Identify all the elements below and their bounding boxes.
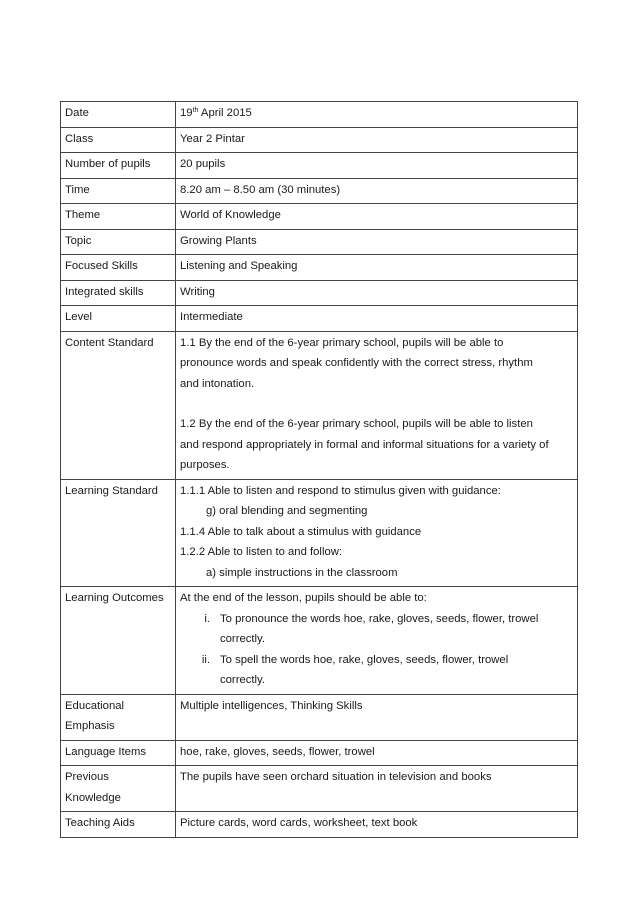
date-ordinal: th: [192, 107, 199, 114]
row-theme: [61, 204, 578, 230]
language-items-label: Language Items: [61, 740, 176, 766]
topic-label: Topic: [61, 229, 176, 255]
row-teaching-aids: [61, 812, 578, 838]
previous-knowledge-label: [61, 766, 176, 812]
previous-knowledge-value: The pupils have seen orchard situation in television and books: [176, 766, 578, 812]
integrated-skills-value: Writing: [176, 280, 578, 306]
educational-emphasis-label-line: Emphasis: [65, 720, 115, 732]
educational-emphasis-label-line: Educational: [65, 699, 125, 712]
focused-skills-value: Listening and Speaking: [176, 255, 578, 281]
previous-knowledge-label-line: Knowledge: [65, 791, 121, 804]
learning-standard-line: 1.1.1 Able to listen and respond to stimulus given with guidance:: [180, 484, 501, 497]
date-label: Date: [61, 102, 176, 128]
learning-standard-value: [176, 479, 578, 587]
teaching-aids-value: Picture cards, word cards, worksheet, text book: [176, 812, 578, 838]
integrated-skills-label: Integrated skills: [61, 280, 176, 306]
row-learning-standard: [61, 479, 578, 587]
learning-outcome-text: correctly.: [220, 633, 265, 645]
row-time: [61, 178, 578, 204]
row-date: [61, 102, 578, 128]
learning-outcome-number: i.: [204, 612, 210, 625]
number-of-pupils-value: 20 pupils: [176, 153, 578, 179]
educational-emphasis-label: [61, 694, 176, 740]
content-standard-line: purposes.: [180, 459, 230, 471]
focused-skills-label: Focused Skills: [61, 255, 176, 281]
learning-outcomes-label: Learning Outcomes: [61, 587, 176, 695]
educational-emphasis-value: Multiple intelligences, Thinking Skills: [176, 694, 578, 740]
theme-label: Theme: [61, 204, 176, 230]
time-value: 8.20 am – 8.50 am (30 minutes): [176, 178, 578, 204]
row-focused-skills: [61, 255, 578, 281]
learning-standard-label: Learning Standard: [61, 479, 176, 587]
class-value: Year 2 Pintar: [176, 127, 578, 153]
date-day: 19: [180, 107, 193, 119]
time-label: Time: [61, 178, 176, 204]
learning-outcomes-intro: At the end of the lesson, pupils should be able to:: [180, 592, 427, 604]
content-standard-label: Content Standard: [61, 331, 176, 479]
row-integrated-skills: [61, 280, 578, 306]
content-standard-line: and intonation.: [180, 377, 255, 390]
content-standard-line: and respond appropriately in formal and informal situations for a variety of: [180, 438, 549, 451]
row-number-of-pupils: [61, 153, 578, 179]
row-class: [61, 127, 578, 153]
lesson-plan-table: [60, 101, 578, 838]
row-language-items: [61, 740, 578, 766]
language-items-value: hoe, rake, gloves, seeds, flower, trowel: [176, 740, 578, 766]
previous-knowledge-label-line: Previous: [65, 771, 109, 783]
date-month-year: April 2015: [198, 107, 252, 119]
learning-standard-line: 1.2.2 Able to listen to and follow:: [180, 546, 343, 558]
date-value: [176, 102, 578, 128]
learning-outcome-text: To pronounce the words hoe, rake, gloves, seeds, flower, trowel: [220, 612, 539, 625]
level-value: Intermediate: [176, 306, 578, 332]
row-topic: [61, 229, 578, 255]
row-content-standard: [61, 331, 578, 479]
learning-outcomes-value: [176, 587, 578, 695]
learning-standard-line: 1.1.4 Able to talk about a stimulus with guidance: [180, 525, 422, 538]
learning-standard-subline: a) simple instructions in the classroom: [206, 566, 398, 579]
row-previous-knowledge: [61, 766, 578, 812]
learning-outcome-item: [180, 650, 573, 691]
learning-outcome-item: [180, 609, 573, 650]
learning-outcome-text: To spell the words hoe, rake, gloves, seeds, flower, trowel: [220, 653, 509, 666]
content-standard-line: pronounce words and speak confidently with the correct stress, rhythm: [180, 357, 533, 369]
learning-outcome-number: ii.: [201, 653, 210, 666]
level-label: Level: [61, 306, 176, 332]
learning-outcome-text: correctly.: [220, 674, 265, 686]
row-level: [61, 306, 578, 332]
topic-value: Growing Plants: [176, 229, 578, 255]
content-standard-line: 1.2 By the end of the 6-year primary school, pupils will be able to listen: [180, 418, 533, 430]
learning-standard-subline: g) oral blending and segmenting: [206, 505, 368, 517]
row-learning-outcomes: [61, 587, 578, 695]
class-label: Class: [61, 127, 176, 153]
content-standard-line: 1.1 By the end of the 6-year primary school, pupils will be able to: [180, 336, 504, 349]
content-standard-spacer: [180, 394, 573, 414]
content-standard-value: [176, 331, 578, 479]
row-educational-emphasis: [61, 694, 578, 740]
theme-value: World of Knowledge: [176, 204, 578, 230]
teaching-aids-label: Teaching Aids: [61, 812, 176, 838]
number-of-pupils-label: Number of pupils: [61, 153, 176, 179]
